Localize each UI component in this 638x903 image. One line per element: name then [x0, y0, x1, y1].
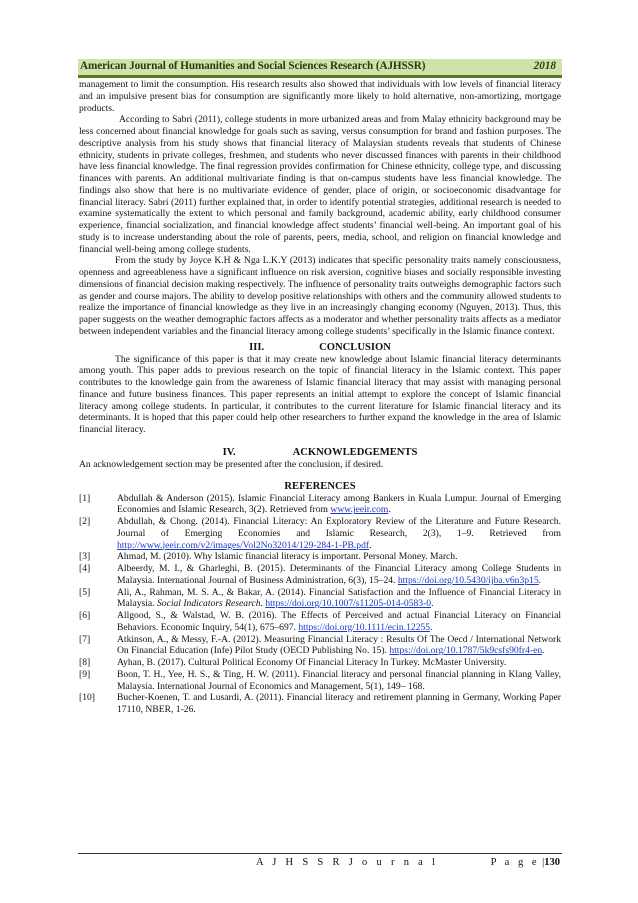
reference-item: [5] Ali, A., Rahman, M. S. A., & Bakar, A. (2014). Financial Satisfaction and the Influence of Financial Literacy in Malaysia. Social Indicators Research. https://doi.org/10.1007/s11205-014-0583-0. — [79, 586, 561, 610]
footer-page-label: P a g e — [490, 857, 540, 868]
reference-text: Abdullah, & Chong. (2014). Financial Literacy: An Exploratory Review of the Literature and Future Research. Journal of Emerging Economies and Islamic Research, 2(3), 1–9. Retrieved from — [117, 516, 561, 539]
reference-item: [1] Abdullah & Anderson (2015). Islamic Financial Literacy among Bankers in Kuala Lumpur. Journal of Emerging Economies and Islamic Research, 3(2). Retrieved from www.jeeir.com. — [79, 492, 561, 516]
reference-text: Albeerdy, M. I., & Gharleghi, B. (2015). Determinants of the Financial Literacy among College Students in Malaysia. International Journal of Business Administration, 6(3), 15–24. — [117, 563, 561, 586]
acknowledgements-title: ACKNOWLEDGEMENTS — [292, 446, 418, 458]
reference-text: Allgood, S., & Walstad, W. B. (2016). The Effects of Perceived and actual Financial Literacy on Financial Behaviors. Economic Inquiry, 54(1), 675–697. — [117, 610, 561, 633]
journal-title: American Journal of Humanities and Social Sciences Research (AJHSSR) — [80, 60, 426, 72]
reference-number: [4] — [79, 563, 91, 574]
reference-link[interactable]: www.jeeir.com — [330, 504, 389, 516]
reference-list — [79, 493, 561, 716]
reference-text: Ali, A., Rahman, M. S. A., & Bakar, A. (2014). Financial Satisfaction and the Influence of Financial Literacy in Malaysia. — [117, 586, 561, 610]
reference-number: [10] — [79, 692, 95, 704]
acknowledgements-number: IV. — [222, 446, 236, 458]
page-footer — [78, 853, 562, 868]
acknowledgements-heading — [79, 446, 561, 459]
reference-number: [8] — [79, 657, 91, 668]
references-heading: REFERENCES — [284, 480, 356, 492]
footer-page-separator: | — [542, 857, 545, 868]
reference-link[interactable]: http://www.jeeir.com/v2/images/Vol2No32014/129-284-1-PB.pdf — [117, 539, 370, 551]
reference-number: [5] — [79, 586, 91, 598]
conclusion-text: The significance of this paper is that it may create new knowledge about Islamic financial literacy determinants among youth. This paper adds to previous research on the topic of financial literacy in the Islamic context. This paper contributes to the knowledge gain from the awareness of Islamic financial literacy that may assist with managing personal finance and future business finances. This paper represents an initial attempt to explore the concept of Islamic financial literacy among college students. In particular, it contributes to the current literature for Islamic financial literacy and its determinants. It is hoped that this paper could help other researchers to further expand the knowledge in the area of Islamic financial literacy. — [79, 353, 561, 435]
reference-number: [3] — [79, 551, 91, 563]
conclusion-number: III. — [249, 341, 265, 353]
body-paragraph-1: management to limit the consumption. His research results also showed that individuals with low levels of financial literacy and an impulsive present bias for consumption are significantly more likely to hold alternative, non-amortizing, mortgage products. — [79, 79, 561, 114]
footer-journal: A J H S S R J o u r n a l — [256, 857, 439, 868]
reference-number: [9] — [79, 668, 91, 680]
reference-link[interactable]: https://doi.org/10.1007/s11205-014-0583-0 — [265, 598, 432, 610]
reference-item: [7] Atkinson, A., & Messy, F.-A. (2012). Measuring Financial Literacy : Results Of The Oecd / International Network On Financial Education (Infe) Pilot Study (OECD Publishing No. 15). https://doi.org/10.1787/5k9csfs90fr4-en. — [79, 633, 561, 657]
reference-text: Atkinson, A., & Messy, F.-A. (2012). Measuring Financial Literacy : Results Of The Oecd / International Network On Financial Education (Infe) Pilot Study (OECD Publishing No. 15). — [117, 633, 561, 657]
reference-text: Abdullah & Anderson (2015). Islamic Financial Literacy among Bankers in Kuala Lumpur. Journal of Emerging Economies and Islamic Research, 3(2). Retrieved from — [117, 492, 561, 516]
reference-item — [79, 657, 561, 669]
conclusion-title: CONCLUSION — [319, 341, 391, 353]
reference-text: Boon, T. H., Yee, H. S., & Ting, H. W. (2011). Financial literacy and personal financial planning in Klang Valley, Malaysia. International Journal of Economics and Management, 5(1), 149– 168. — [117, 668, 561, 692]
article-body — [79, 79, 561, 716]
reference-link[interactable]: https://doi.org/10.1111/ecin.12255 — [298, 621, 431, 633]
reference-item — [79, 551, 561, 563]
reference-item: [6] Allgood, S., & Walstad, W. B. (2016). The Effects of Perceived and actual Financial Literacy on Financial Behaviors. Economic Inquiry, 54(1), 675–697. https://doi.org/10.1111/ecin.12255. — [79, 610, 561, 633]
reference-item — [79, 692, 561, 716]
conclusion-heading — [79, 341, 561, 354]
reference-number: [2] — [79, 516, 91, 527]
reference-item: [2] Abdullah, & Chong. (2014). Financial Literacy: An Exploratory Review of the Literature and Future Research. Journal of Emerging Economies and Islamic Research, 2(3), 1–9. Retrieved from http://www.jeeir.com/v2/images/Vol2No32014/129-284-1-PB.pdf. — [79, 516, 561, 551]
reference-italic-journal: Social Indicators Research — [156, 598, 261, 610]
body-paragraph-2: According to Sabri (2011), college students in more urbanized areas and from Malay ethnicity background may be less concerned about financial knowledge for goals such as saving, versus consumption for brand and fashion purposes. The descriptive analysis from his study shows that financial literacy of Malaysian students reveals that students of Chinese ethnicity, students in private colleges, freshmen, and students who never discussed finances with parents in their childhood have less financial knowledge. The final regression provides confirmation for Chinese ethnicity, college type, and discussing finances with parents. An additional multivariate finding is that on-campus students have less financial knowledge. The findings also show that here is no multivariate evidence of gender, place of origin, or socioeconomic disadvantage for financial literacy. Sabri (2011) further explained that, in order to identify potential strategies, additional research is needed to examine systematically the extent to which personal and family background, academic ability, early childhood consumer experience, financial socialization, and financial knowledge affect students’ financial well-being. An important goal of his study is to increase understanding about the role of parents, peers, media, school, and religion on financial knowledge and financial well-being among college students. — [79, 114, 561, 255]
reference-number: [1] — [79, 492, 91, 504]
reference-number: [6] — [79, 610, 91, 621]
reference-link[interactable]: https://doi.org/10.1787/5k9csfs90fr4-en — [389, 645, 543, 657]
reference-item: [4] Albeerdy, M. I., & Gharleghi, B. (2015). Determinants of the Financial Literacy among College Students in Malaysia. International Journal of Business Administration, 6(3), 15–24. https://doi.org/10.5430/ijba.v6n3p15. — [79, 563, 561, 586]
acknowledgements-text: An acknowledgement section may be presented after the conclusion, if desired. — [79, 458, 384, 470]
journal-header — [78, 59, 562, 78]
reference-link[interactable]: https://doi.org/10.5430/ijba.v6n3p15 — [397, 574, 539, 586]
reference-number: [7] — [79, 633, 91, 645]
reference-text: Bucher-Koenen, T. and Lusardi, A. (2011). Financial literacy and retirement planning in Germany, Working Paper 17110, NBER, 1-26. — [117, 692, 561, 715]
footer-page — [491, 857, 560, 868]
reference-text: Ayhan, B. (2017). Cultural Political Economy Of Financial Literacy In Turkey. McMaster University. — [117, 657, 507, 668]
reference-text: Ahmad, M. (2010). Why Islamic financial literacy is important. Personal Money. March. — [117, 551, 458, 563]
journal-year: 2018 — [533, 60, 556, 72]
reference-item — [79, 669, 561, 693]
body-paragraph-3: From the study by Joyce K.H & Nga L.K.Y (2013) indicates that specific personality traits namely consciousness, openness and agreeableness have a significant influence on risk aversion, cognitive biases and socially responsible investing dimensions of financial decision making respectively. The influence of personality traits outweighs demographic factors such as gender and course majors. The ability to develop positive relationships with others and the community allowed students to realize the importance of financial knowledge as they live in an increasingly changing economy (Nguyen, 2013). Thus, this paper suggests on the weather demographic factors affects as a moderator and whether personality traits affects as a mediator between independent variables and the financial literacy among college students’ specifically in the Islamic finance context. — [79, 255, 561, 337]
page-number: 130 — [544, 857, 560, 868]
